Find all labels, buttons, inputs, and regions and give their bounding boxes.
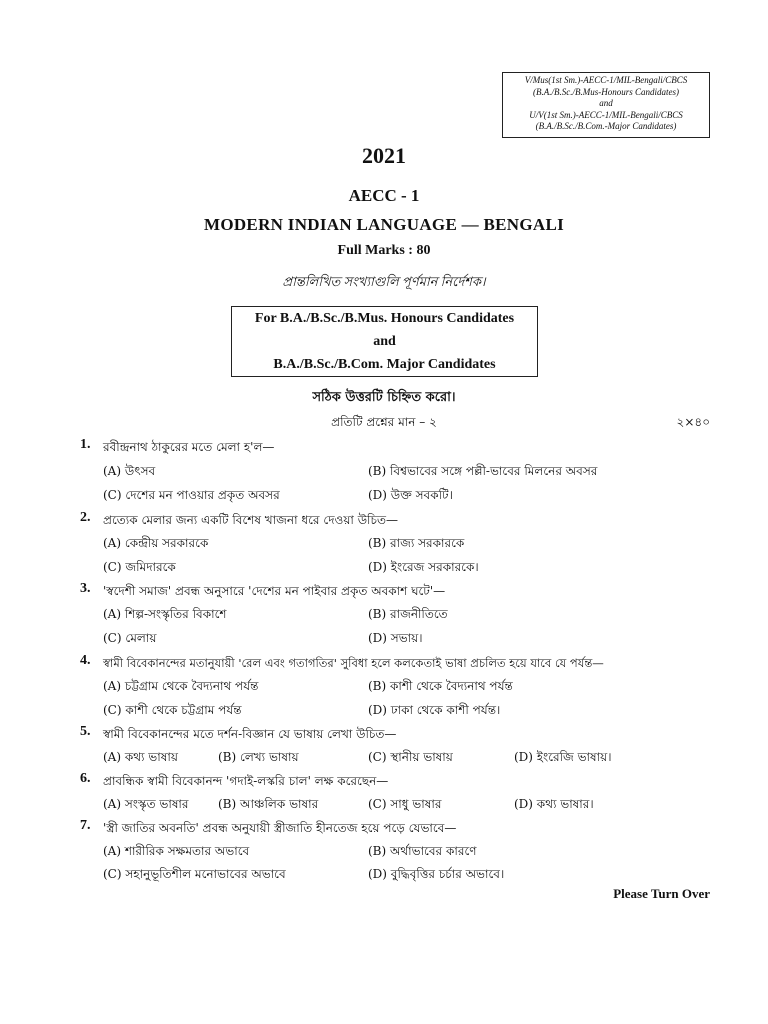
option-d: (D) কথ্য ভাষার। [514,797,594,811]
question-text: রবীন্দ্রনাথ ঠাকুরের মতে মেলা হ'ল— [103,440,275,454]
option-c: (C) সাধু ভাষার [368,797,442,811]
option-a: (A) সংস্কৃত ভাষার [103,797,189,811]
question-text: প্রাবন্ধিক স্বামী বিবেকানন্দ 'গদাই-লস্করি চাল' লক্ষ করেছেন— [103,774,389,788]
option-c: (C) স্থানীয় ভাষায় [368,750,453,764]
subject-title: MODERN INDIAN LANGUAGE — BENGALI [203,215,565,234]
question-text: 'স্বদেশী সমাজ' প্রবন্ধ অনুসারে 'দেশের মন পাইবার প্রকৃত অবকাশ ঘটে'— [103,584,446,598]
option-d: (D) ইংরেজ সরকারকে। [368,560,479,574]
paper-code-box [502,72,710,138]
option-d: (D) ঢাকা থেকে কাশী পর্যন্ত। [368,703,501,717]
question-text: 'স্ত্রী জাতির অবনতি' প্রবন্ধ অনুযায়ী স্ত্রীজাতি হীনতেজ হয়ে পড়ে যেভাবে— [103,821,457,835]
candidates-line: and [373,334,396,349]
question-text: প্রত্যেক মেলার জন্য একটি বিশেষ খাজনা ধরে দেওয়া উচিত— [103,513,398,527]
option-d: (D) উক্ত সবকটি। [368,488,453,502]
option-d: (D) সভায়। [368,631,423,645]
option-b: (B) বিশ্বভাবের সঙ্গে পল্লী-ভাবের মিলনের অবসর [368,464,598,478]
question-number: 7. [80,818,91,833]
paper-code-line: and [599,98,613,108]
marks-note: প্রান্তলিখিত সংখ্যাগুলি পূর্ণমান নির্দেশক। [282,274,486,289]
option-a: (A) কেন্দ্রীয় সরকারকে [103,536,209,550]
question-number: 4. [80,653,91,668]
candidates-box [231,306,538,377]
question-number: 3. [80,581,91,596]
question-number: 2. [80,510,91,525]
option-b: (B) অর্থাভাবের কারণে [368,844,477,858]
question-number: 6. [80,771,91,786]
option-a: (A) শিল্প-সংস্কৃতির বিকাশে [103,607,227,621]
paper-code: AECC - 1 [348,186,420,205]
option-b: (B) রাজনীতিতে [368,607,448,621]
candidates-line: For B.A./B.Sc./B.Mus. Honours Candidates [254,311,515,326]
option-c: (C) কাশী থেকে চট্টগ্রাম পর্যন্ত [103,703,242,717]
each-question-mark: প্রতিটি প্রশ্নের মান – ২ [331,415,437,429]
please-turn-over: Please Turn Over [613,886,710,901]
option-a: (A) কথ্য ভাষায় [103,750,178,764]
option-c: (C) জমিদারকে [103,560,176,574]
paper-code-line: (B.A./B.Sc./B.Mus-Honours Candidates) [533,86,679,97]
option-c: (C) মেলায় [103,631,157,645]
question-number: 1. [80,437,91,452]
instruction-text: সঠিক উত্তরটি চিহ্নিত করো। [312,390,456,405]
full-marks: Full Marks : 80 [337,243,431,258]
option-b: (B) লেখ্য ভাষায় [218,750,299,764]
option-c: (C) সহানুভূতিশীল মনোভাবের অভাবে [103,867,286,881]
question-text: স্বামী বিবেকানন্দের মতে দর্শন-বিজ্ঞান যে ভাষায় লেখা উচিত— [103,727,397,741]
paper-code-line: U/V(1st Sm.)-AECC-1/MIL-Bengali/CBCS [529,109,683,120]
option-a: (A) চট্টগ্রাম থেকে বৈদ্যনাথ পর্যন্ত [103,679,259,693]
option-c: (C) দেশের মন পাওয়ার প্রকৃত অবসর [103,488,280,502]
question-text: স্বামী বিবেকানন্দের মতানুযায়ী 'রেল এবং গতাগতির' সুবিধা হলে কলকেতাই ভাষা প্রচলিত হয়ে যাবে যে পর্যন্ত— [103,656,604,670]
option-a: (A) উৎসব [103,464,156,478]
exam-year: 2021 [362,143,406,168]
candidates-line: B.A./B.Sc./B.Com. Major Candidates [273,357,496,372]
total-mark: ২×৪০ [676,415,710,429]
option-a: (A) শারীরিক সক্ষমতার অভাবে [103,844,250,858]
option-b: (B) রাজ্য সরকারকে [368,536,465,550]
option-b: (B) আঞ্চলিক ভাষার [218,797,319,811]
option-d: (D) বুদ্ধিবৃত্তির চর্চার অভাবে। [368,867,505,881]
question-number: 5. [80,724,91,739]
paper-code-line: (B.A./B.Sc./B.Com.-Major Candidates) [535,121,677,131]
paper-code-line: V/Mus(1st Sm.)-AECC-1/MIL-Bengali/CBCS [524,75,688,85]
option-d: (D) ইংরেজি ভাষায়। [514,750,612,764]
option-b: (B) কাশী থেকে বৈদ্যনাথ পর্যন্ত [368,679,513,693]
